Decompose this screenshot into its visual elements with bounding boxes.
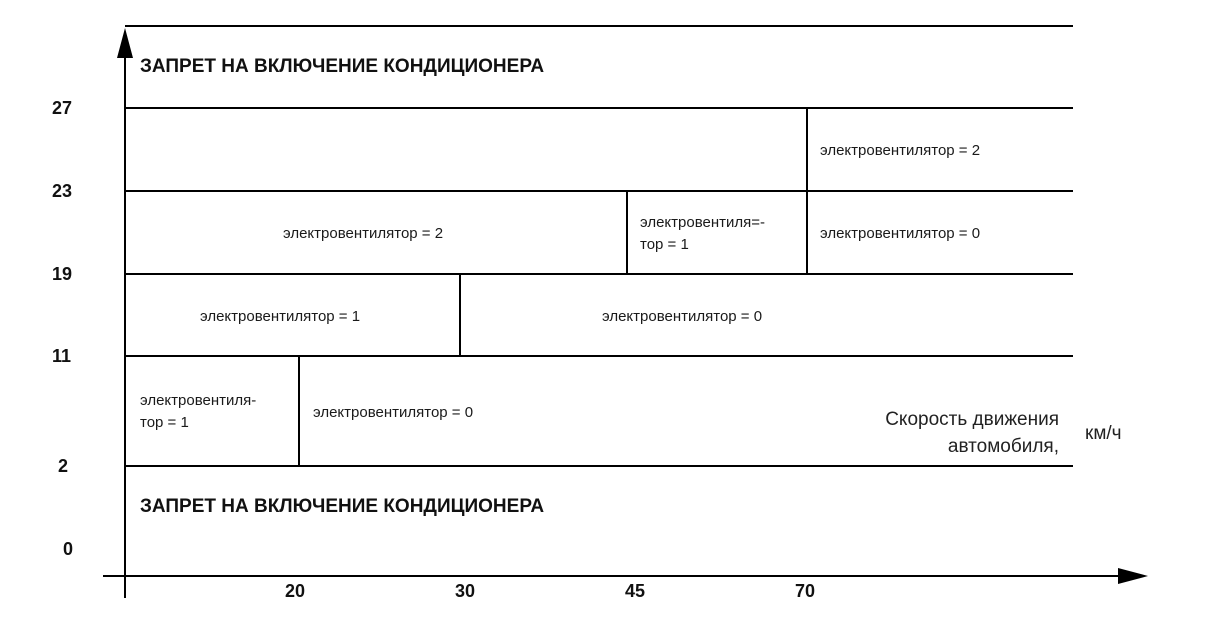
- cell-row2-11-left-line2: тор = 1: [140, 414, 189, 431]
- x-tick-70: 70: [795, 581, 816, 601]
- x-tick-30: 30: [455, 581, 476, 601]
- y-axis-arrow: [117, 28, 133, 58]
- x-tick-45: 45: [625, 581, 646, 601]
- cell-row19-23-left: электровентилятор = 2: [283, 225, 444, 242]
- x-tick-20: 20: [285, 581, 306, 601]
- cell-row11-19-right: электровентилятор = 0: [602, 308, 763, 325]
- cell-row19-23-mid-line1: электровентиля=-: [640, 214, 766, 231]
- y-tick-19: 19: [52, 264, 73, 284]
- y-tick-0: 0: [63, 539, 74, 559]
- cell-row19-23-mid-line2: тор = 1: [640, 236, 689, 253]
- cell-row11-19-left: электровентилятор = 1: [200, 308, 361, 325]
- banner-top: ЗАПРЕТ НА ВКЛЮЧЕНИЕ КОНДИЦИОНЕРА: [140, 56, 545, 77]
- x-axis-arrow: [1118, 568, 1148, 584]
- cell-row2-11-left-line1: электровентиля-: [140, 392, 257, 409]
- x-axis-label: [838, 406, 1059, 460]
- x-axis-label-line1: Скорость движения: [885, 409, 1059, 430]
- cell-row2-11-right: электровентилятор = 0: [313, 404, 474, 421]
- y-tick-27: 27: [52, 98, 73, 118]
- x-axis-unit: км/ч: [1085, 423, 1122, 444]
- banner-bottom: ЗАПРЕТ НА ВКЛЮЧЕНИЕ КОНДИЦИОНЕРА: [140, 496, 545, 517]
- x-axis-label-line2: автомобиля,: [947, 436, 1059, 457]
- cell-row19-23-right: электровентилятор = 0: [820, 225, 981, 242]
- cell-row23-27-right: электровентилятор = 2: [820, 142, 981, 159]
- y-tick-23: 23: [52, 181, 73, 201]
- y-tick-2: 2: [58, 456, 69, 476]
- y-tick-11: 11: [52, 346, 72, 366]
